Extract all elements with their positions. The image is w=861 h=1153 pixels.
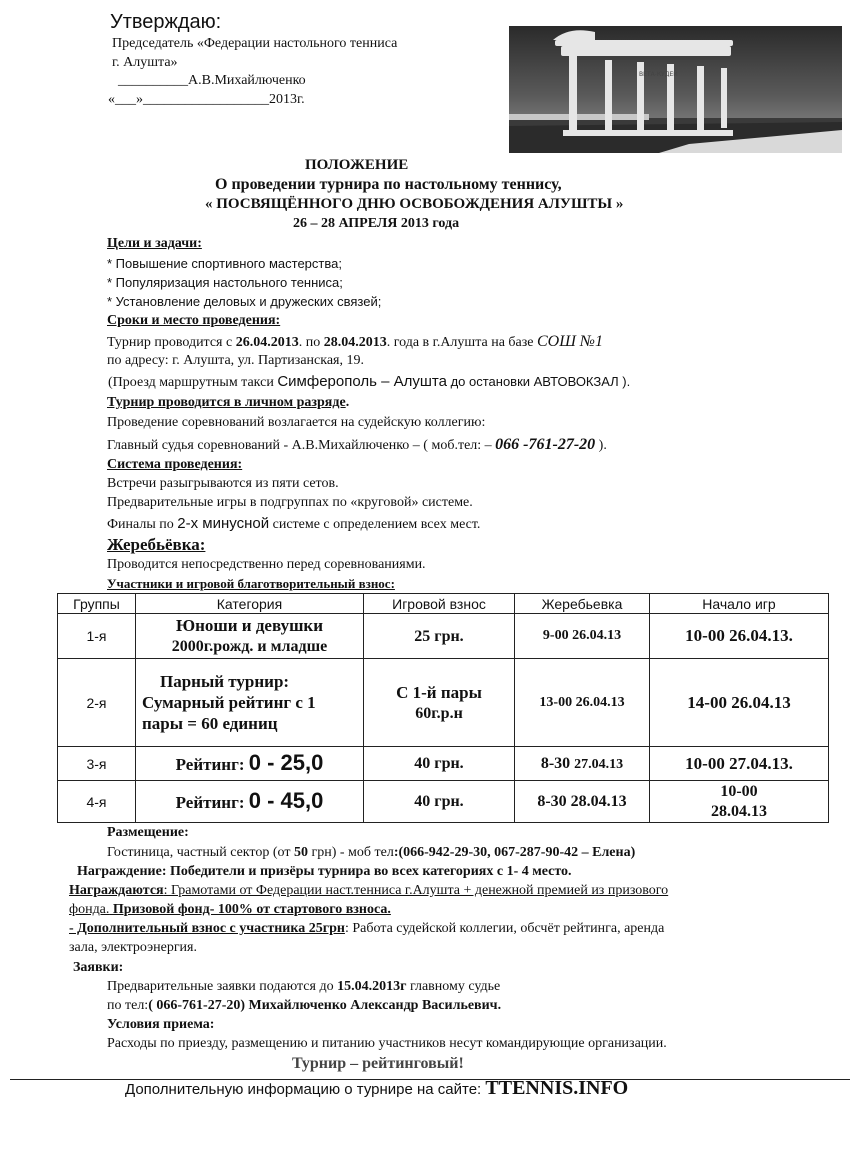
awards-line: Награждение: Победители и призёры турнира во всех категориях с 1- 4 место. [77, 864, 572, 879]
participants-title: Участники и игровой благотворительный взнос: [107, 576, 395, 591]
table-header: Жеребьевка [515, 594, 650, 614]
table-row [58, 659, 829, 747]
fee-cell: 40 грн. [364, 781, 515, 823]
accommodation-line [107, 845, 635, 861]
approval-position-line2: г. Алушта» [112, 55, 178, 70]
transport-text: до остановки АВТОВОКЗАЛ ). [446, 374, 631, 389]
applications-title: Заявки: [73, 960, 124, 975]
signer-name: А.В.Михайлюченко [188, 73, 306, 88]
venue-address: по адресу: г. Алушта, ул. Партизанская, 19. [107, 353, 364, 368]
website-link[interactable]: TTENNIS.INFO [485, 1077, 629, 1099]
table-row [58, 747, 829, 781]
group-cell: 3-я [58, 747, 136, 781]
personal-title-dot: . [345, 395, 350, 410]
goals-item-3: * Установление деловых и дружеских связей; [107, 294, 382, 309]
table-row [58, 781, 829, 823]
draw-title: Жеребьёвка: [107, 535, 206, 554]
double-elimination: 2-х минусной [177, 515, 270, 532]
accommodation-price: 50 [293, 845, 308, 860]
category-line: Сумарный рейтинг с 1 [142, 693, 316, 712]
extra-fee-line-2: зала, электроэнергия. [69, 940, 197, 955]
draw-cell: 9-00 26.04.13 [515, 614, 650, 659]
rating-range: 0 - 45,0 [248, 788, 324, 813]
prize-fund-line [69, 902, 391, 918]
fee-cell: 25 грн. [364, 614, 515, 659]
extra-fee: - Дополнительный взнос с участника 25грн [69, 921, 345, 936]
start-line: 28.04.13 [711, 802, 767, 820]
registration-table [57, 593, 829, 823]
rating-colon: : [238, 755, 249, 774]
applications-line-1 [107, 979, 500, 995]
school-name: СОШ №1 [537, 333, 603, 350]
system-text: системе с определением всех мест. [269, 517, 481, 532]
chief-judge-line [107, 436, 607, 454]
start-line: 10-00 [720, 782, 758, 800]
chief-judge-text: ). [595, 438, 607, 453]
category-cell [136, 614, 364, 659]
approval-date-line: «___»__________________2013г. [108, 92, 305, 107]
rotunda-illustration [509, 26, 842, 153]
doc-subtitle: О проведении турнира по настольному теннису, [215, 176, 562, 193]
category-line: пары = 60 единиц [142, 714, 278, 733]
awards-detail [69, 883, 668, 899]
category-line: Юноши и девушки [175, 616, 324, 635]
rating-label: Рейтинг [175, 755, 239, 774]
rating-label: Рейтинг [175, 793, 239, 812]
applications-contact: ( 066-761-27-20) Михайлюченко Александр Васильевич. [148, 998, 502, 1013]
category-line: Парный турнир: [160, 672, 290, 691]
approval-position-line1: Председатель «Федерации настольного тенниса [112, 36, 398, 51]
category-cell [136, 747, 364, 781]
goals-item-1: * Повышение спортивного мастерства; [107, 256, 342, 271]
table-row [58, 614, 829, 659]
accommodation-title: Размещение: [107, 825, 189, 840]
system-text: Финалы по [107, 517, 178, 532]
rating-colon: : [238, 793, 249, 812]
footer-info-text: Дополнительную информацию о турнире на сайте: [125, 1081, 486, 1098]
doc-dedication: « ПОСВЯЩЁННОГО ДНЮ ОСВОБОЖДЕНИЯ АЛУШТЫ » [205, 196, 624, 212]
draw-time: 8-30 [537, 792, 571, 810]
draw-cell: 13-00 26.04.13 [515, 659, 650, 747]
footer-info [125, 1077, 628, 1100]
group-cell: 4-я [58, 781, 136, 823]
venue-title: Сроки и место проведения: [107, 313, 281, 328]
category-cell [136, 659, 364, 747]
start-date: 26.04.2013 [235, 335, 299, 350]
venue-text: . по [298, 335, 324, 350]
doc-dates: 26 – 28 АПРЕЛЯ 2013 года [293, 216, 460, 231]
venue-text: . года в г.Алушта на базе [386, 335, 537, 350]
chief-judge-text: Главный судья соревнований - А.В.Михайлюченко – ( моб.тел: – [107, 438, 496, 453]
start-cell [650, 781, 829, 823]
category-cell [136, 781, 364, 823]
end-date: 28.04.2013 [323, 335, 387, 350]
draw-time: 8-30 [540, 754, 575, 772]
goals-title: Цели и задачи: [107, 236, 202, 251]
applications-line-2 [107, 998, 501, 1014]
route: Симферополь – Алушта [277, 373, 447, 390]
rotunda-photo [509, 26, 842, 153]
table-header: Игровой взнос [364, 594, 515, 614]
system-line-3 [107, 515, 480, 533]
venue-text: Турнир проводится с [107, 335, 236, 350]
applications-text: по тел: [107, 998, 149, 1013]
fee-line: 60г.р.н [415, 704, 463, 722]
awarded-label: Награждаются [69, 883, 164, 898]
extra-fee-text: : Работа судейской коллегии, обсчёт рейтинга, аренда [344, 921, 665, 936]
group-cell: 2-я [58, 659, 136, 747]
start-cell: 10-00 27.04.13. [650, 747, 829, 781]
table-header: Группы [58, 594, 136, 614]
venue-transport [108, 373, 630, 391]
draw-date: 28.04.13 [570, 792, 627, 810]
photo-caption: ВЕТА-КУДЕЙ [639, 71, 678, 78]
signature-blank: __________ [118, 73, 188, 88]
applications-text: Предварительные заявки подаются до [107, 979, 338, 994]
system-title: Система проведения: [107, 457, 243, 472]
doc-title: ПОЛОЖЕНИЕ [305, 157, 409, 173]
accommodation-phones: :(066-942-29-30, 067-287-90-42 – Елена) [393, 845, 636, 860]
approval-title: Утверждаю: [110, 11, 222, 33]
extra-fee-line [69, 921, 664, 937]
system-line-1: Встречи разыгрываются из пяти сетов. [107, 476, 339, 491]
approval-signature [118, 73, 306, 89]
fee-cell [364, 659, 515, 747]
fee-line: С 1-й пары [396, 682, 482, 702]
start-cell: 10-00 26.04.13. [650, 614, 829, 659]
accommodation-text: грн) - моб тел [307, 845, 394, 860]
draw-cell [515, 747, 650, 781]
personal-title: Турнир проводится в личном разряде [107, 395, 346, 410]
start-cell: 14-00 26.04.13 [650, 659, 829, 747]
chief-judge-phone: 066 -761-27-20 [495, 436, 596, 453]
group-cell: 1-я [58, 614, 136, 659]
draw-date: 27.04.13 [574, 756, 624, 772]
personal-title-line [107, 395, 349, 411]
applications-text: главному судье [406, 979, 501, 994]
category-line: 2000г.рожд. и младше [171, 638, 328, 655]
transport-text: (Проезд маршрутным такси [108, 375, 278, 390]
conditions-title: Условия приема: [107, 1017, 215, 1032]
fee-cell: 40 грн. [364, 747, 515, 781]
draw-cell [515, 781, 650, 823]
table-header-row [58, 594, 829, 614]
table-header: Категория [136, 594, 364, 614]
goals-item-2: * Популяризация настольного тенниса; [107, 275, 343, 290]
applications-deadline: 15.04.2013г [337, 979, 407, 994]
judges-line: Проведение соревнований возлагается на судейскую коллегию: [107, 415, 486, 430]
table-header: Начало игр [650, 594, 829, 614]
rating-range: 0 - 25,0 [248, 750, 324, 775]
venue-line-1 [107, 333, 603, 351]
awards-text: : Грамотами от Федерации наст.тенниса г.Алушта + денежной премией из призового [163, 883, 669, 898]
draw-line: Проводится непосредственно перед соревнованиями. [107, 557, 426, 572]
rating-note: Турнир – рейтинговый! [292, 1055, 464, 1072]
prize-fund: Призовой фонд- 100% от стартового взноса. [109, 902, 391, 917]
prize-fund-text: фонда. [69, 902, 110, 917]
conditions-text: Расходы по приезду, размещению и питанию участников несут командирующие организации. [107, 1036, 667, 1051]
system-line-2: Предварительные игры в подгруппах по «круговой» системе. [107, 495, 473, 510]
accommodation-text: Гостиница, частный сектор (от [107, 845, 294, 860]
